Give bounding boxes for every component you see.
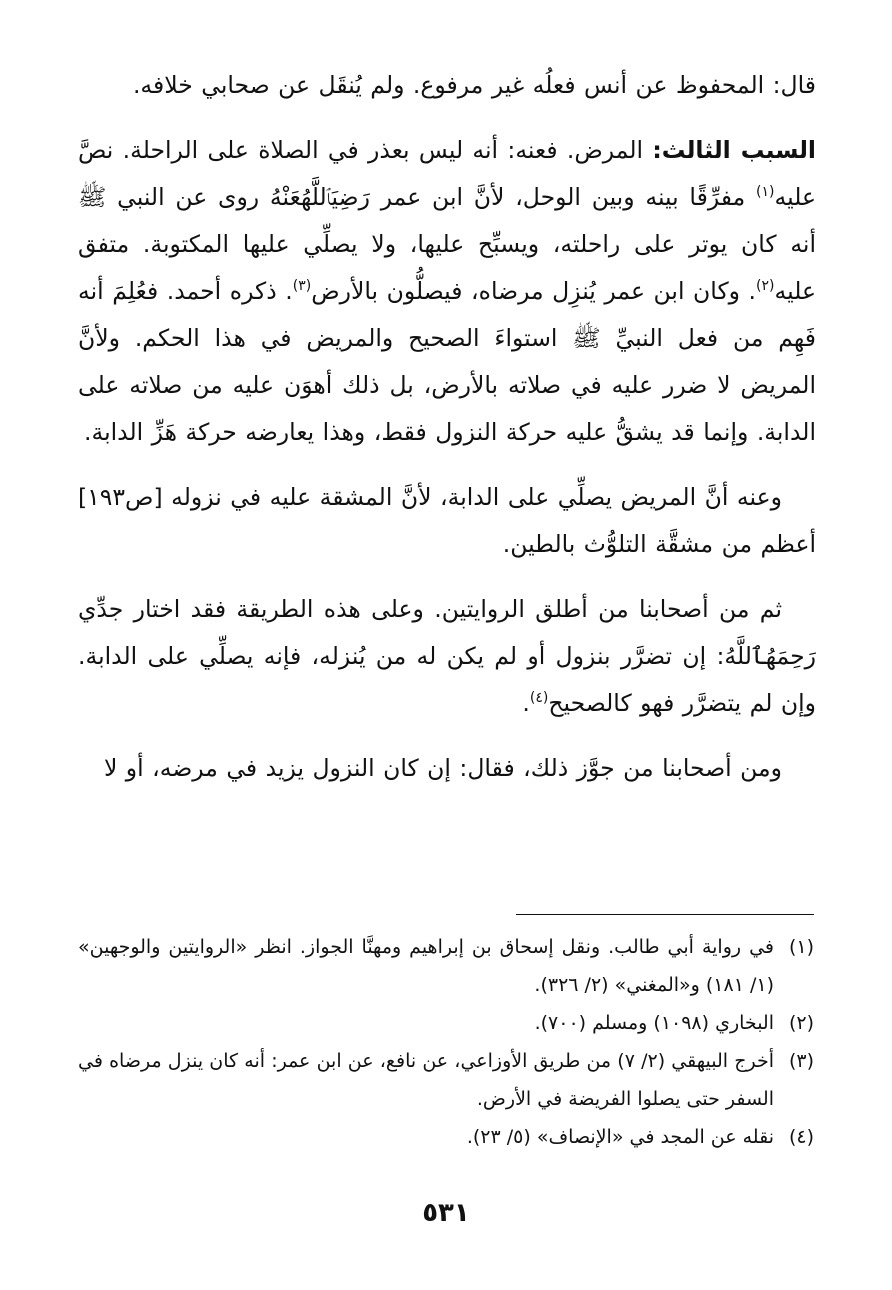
paragraph-4-text-b: . [522, 689, 530, 717]
footnote-number: (٢) [788, 1012, 814, 1034]
paragraph-5 [78, 745, 816, 792]
paragraph-2 [78, 127, 816, 456]
footnote-ref-3[interactable]: (٣) [292, 278, 312, 295]
footnote-1 [78, 928, 814, 1004]
footnote-number: (١) [788, 936, 814, 958]
footnote-ref-1[interactable]: (١) [756, 184, 775, 201]
footnote-3 [78, 1042, 814, 1118]
footnote-4 [78, 1118, 814, 1156]
paragraph-1 [78, 62, 816, 109]
footnote-ref-2[interactable]: (٢) [756, 278, 775, 295]
footnote-text: نقله عن المجد في «الإنصاف» (٥/ ٢٣). [466, 1126, 774, 1148]
paragraph-4 [78, 586, 816, 727]
paragraph-2-text-b: مفرِّقًا بينه وبين الوحل، لأنَّ ابن عمر رَضِيَٱللَّهُعَنْهُ روى عن النبي ﷺ أنه كان يوتر على راحلته، ويسبِّح عليها، ولا يصلِّي عليها المكتوبة. متفق عليه [78, 183, 816, 305]
paragraph-2-text-d: . ذكره أحمد. فعُلِمَ أنه فَهِم من فعل النبيِّ ﷺ استواءَ الصحيح والمريض في هذا الحكم. ولأنَّ المريض لا ضرر عليه في صلاته بالأرض، بل ذلك أهوَن عليه من صلاته على الدابة. وإنما قد يشقُّ عليه حركة النزول فقط، وهذا يعارضه حركة هَزِّ الدابة. [78, 277, 816, 446]
paragraph-2-text-a: المرض. فعنه: أنه ليس بعذر في الصلاة على الراحلة. نصَّ عليه [78, 136, 816, 211]
footnote-text: أخرج البيهقي (٢/ ٧) من طريق الأوزاعي، عن نافع، عن ابن عمر: أنه كان ينزل مرضاه في السفر حتى يصلوا الفريضة في الأرض. [78, 1050, 774, 1110]
footnote-number: (٣) [788, 1050, 814, 1072]
paragraph-1-text: قال: المحفوظ عن أنس فعلُه غير مرفوع. ولم يُنقَل عن صحابي خلافه. [132, 71, 816, 99]
footnote-text: في رواية أبي طالب. ونقل إسحاق بن إبراهيم ومهنَّا الجواز. انظر «الروايتين والوجهين» (١/ ١٨١) و«المغني» (٢/ ٣٢٦). [78, 936, 774, 996]
paragraph-4-text-a: ثم من أصحابنا من أطلق الروايتين. وعلى هذه الطريقة فقد اختار جدِّي رَحِمَهُٱللَّهُ: إن تضرَّر بنزول أو لم يكن له من يُنزله، فإنه يصلِّي على الدابة. وإن لم يتضرَّر فهو كالصحيح [78, 595, 816, 717]
paragraph-5-text: ومن أصحابنا من جوَّز ذلك، فقال: إن كان النزول يزيد في مرضه، أو لا [103, 754, 782, 782]
section-heading: السبب الثالث: [652, 136, 816, 164]
footnote-number: (٤) [788, 1126, 814, 1148]
page-number: ٥٣١ [422, 1198, 470, 1228]
paragraph-3-text: وعنه أنَّ المريض يصلِّي على الدابة، لأنَّ المشقة عليه في نزوله [ص١٩٣] أعظم من مشقَّة التلوُّث بالطين. [78, 483, 816, 558]
footnote-text: البخاري (١٠٩٨) ومسلم (٧٠٠). [534, 1012, 774, 1034]
paragraph-3 [78, 474, 816, 568]
footnote-separator [516, 914, 814, 915]
paragraph-2-text-c: . وكان ابن عمر يُنزِل مرضاه، فيصلُّون بالأرض [311, 277, 757, 305]
footnotes [78, 928, 814, 1156]
footnote-2 [78, 1004, 814, 1042]
footnote-ref-4[interactable]: (٤) [529, 690, 549, 707]
